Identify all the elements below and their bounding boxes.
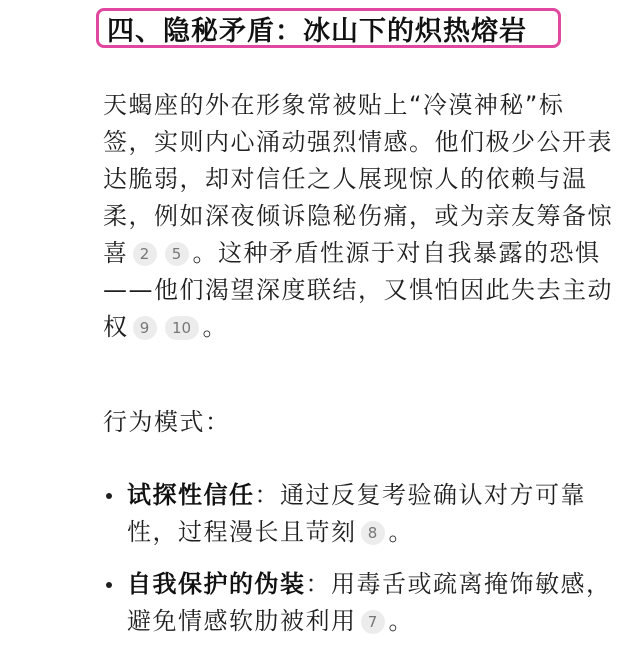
paragraph-text-2: 。这种矛盾性源于对自我暴露的恐惧——他们渴望深度联结，又惧怕因此失去主动权 [103, 239, 613, 341]
section-heading: 四、隐秘矛盾：冰山下的炽热熔岩 [107, 15, 527, 47]
bullet-dot-icon [106, 493, 112, 499]
list-item-end: 。 [388, 607, 414, 635]
citation-badge[interactable]: 5 [165, 242, 189, 266]
list-item-term: 试探性信任 [127, 481, 255, 509]
citation-badge[interactable]: 10 [165, 316, 199, 340]
paragraph-text-3: 。 [202, 313, 228, 341]
citation-badge[interactable]: 7 [361, 610, 385, 634]
paragraph-text-1: 天蝎座的外在形象常被贴上“冷漠神秘”标签，实则内心涌动强烈情感。他们极少公开表达脆弱，却对信任之人展现惊人的依赖与温柔，例如深夜倾诉隐秘伤痛，或为亲友筹备惊喜 [103, 91, 613, 267]
list-item [103, 477, 613, 551]
citation-badge[interactable]: 9 [133, 316, 157, 340]
citation-badge[interactable]: 8 [361, 521, 385, 545]
list-item-text: 通过反复考验确认对方可靠性，过程漫长且苛刻 [127, 481, 586, 546]
intro-paragraph [103, 87, 613, 346]
behavior-list [103, 477, 613, 649]
list-item [103, 566, 613, 640]
citation-badge[interactable]: 2 [133, 242, 157, 266]
list-item-end: 。 [388, 518, 414, 546]
bullet-dot-icon [106, 582, 112, 588]
list-item-colon: ： [254, 481, 280, 509]
list-item-term: 自我保护的伪装 [127, 570, 306, 598]
list-item-colon: ： [305, 570, 331, 598]
behavior-pattern-label: 行为模式： [103, 408, 231, 436]
section-heading-box [96, 8, 561, 48]
list-item-text: 用毒舌或疏离掩饰敏感，避免情感软肋被利用 [127, 570, 612, 635]
